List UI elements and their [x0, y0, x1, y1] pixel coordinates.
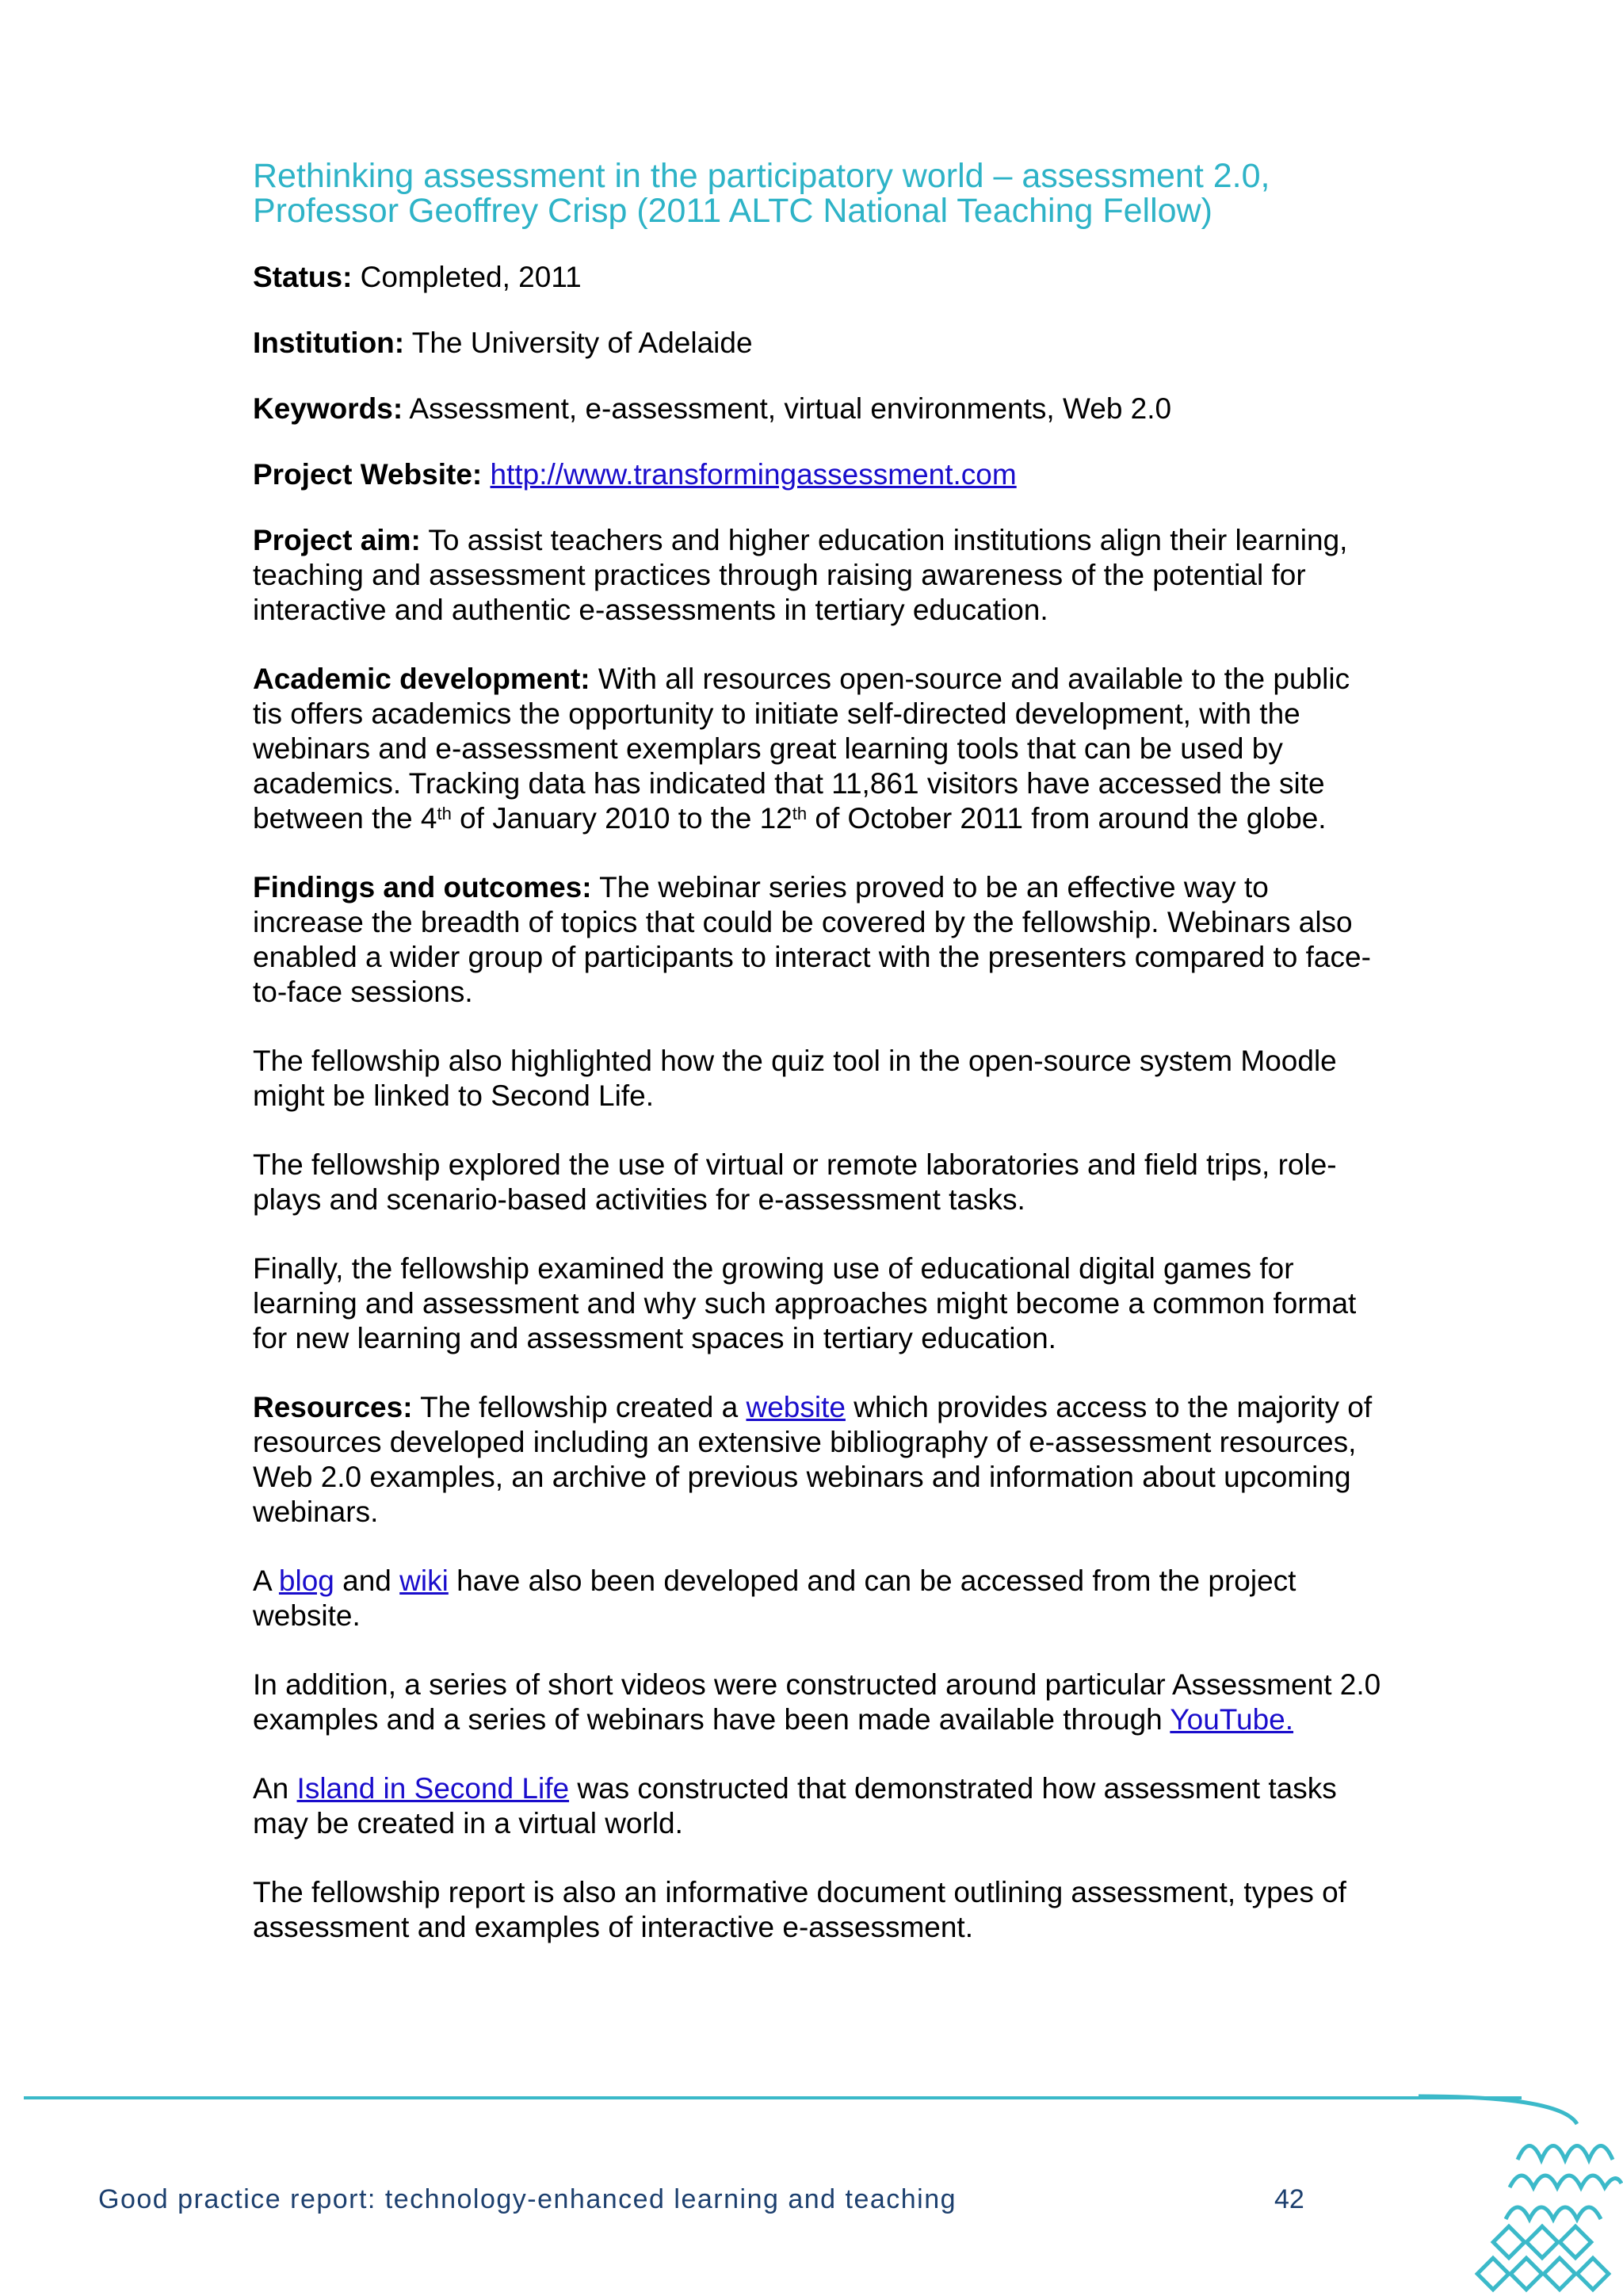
- resources-label: Resources:: [253, 1391, 413, 1423]
- website-field: [253, 457, 1386, 492]
- institution-label: Institution:: [253, 327, 405, 359]
- blog-wiki-paragraph: A blog and wiki have also been developed and can be accessed from the project website.: [253, 1564, 1296, 1632]
- youtube-link[interactable]: YouTube.: [1170, 1703, 1294, 1736]
- labs-paragraph: The fellowship explored the use of virtual or remote laboratories and field trips, role-plays and scenario-based activities for e-assessment tasks.: [253, 1148, 1337, 1216]
- games-paragraph: Finally, the fellowship examined the growing use of educational digital games for learning and assessment and why such approaches might become a common format for new learning and assessment spaces in tertiary education.: [253, 1252, 1357, 1354]
- keywords-field: [253, 392, 1386, 426]
- keywords-label: Keywords:: [253, 392, 403, 425]
- videos-paragraph: In addition, a series of short videos were constructed around particular Assessment 2.0 examples and a series of webinars have been made available through YouTube.: [253, 1668, 1381, 1736]
- status-label: Status:: [253, 261, 353, 293]
- wave-diamond-logo-icon: [1419, 2092, 1623, 2296]
- institution-field: [253, 326, 1386, 361]
- status-field: [253, 260, 1386, 295]
- institution-value: The University of Adelaide: [404, 327, 753, 359]
- findings-paragraph: Findings and outcomes: The webinar series proved to be an effective way to increase the breadth of topics that could be covered by the fellowship. Webinars also enabled a wider group of participants to interact with the presenters compared to face-to-face sessions.: [253, 871, 1371, 1008]
- moodle-paragraph: The fellowship also highlighted how the quiz tool in the open-source system Moodle might be linked to Second Life.: [253, 1045, 1337, 1112]
- wiki-link[interactable]: wiki: [399, 1564, 449, 1597]
- academic-paragraph: Academic development: With all resources open-source and available to the public tis offers academics the opportunity to initiate self-directed development, with the webinars and e-assessment exemplars great learning tools that can be used by academics. Tracking data has indicated that 11,861 visitors have accessed the site between the 4th of January 2010 to the 12th of October 2011 from around the globe.: [253, 663, 1350, 835]
- island-paragraph: An Island in Second Life was constructed that demonstrated how assessment tasks may be created in a virtual world.: [253, 1772, 1337, 1839]
- report-paragraph: The fellowship report is also an informative document outlining assessment, types of assessment and examples of interactive e-assessment.: [253, 1876, 1346, 1943]
- resources-paragraph: Resources: The fellowship created a website which provides access to the majority of resources developed including an extensive bibliography of e-assessment resources, Web 2.0 examples, an archive of previous webinars and information about upcoming webinars.: [253, 1391, 1373, 1528]
- findings-label: Findings and outcomes:: [253, 871, 592, 904]
- aim-paragraph: Project aim: To assist teachers and higher education institutions align their learning, teaching and assessment practices through raising awareness of the potential for interactive and authentic e-assessments in tertiary education.: [253, 524, 1348, 626]
- website-link[interactable]: website: [746, 1391, 846, 1423]
- footer-divider: [24, 2096, 1522, 2099]
- document-body: [253, 159, 1386, 1979]
- academic-label: Academic development:: [253, 663, 590, 695]
- blog-link[interactable]: blog: [278, 1564, 334, 1597]
- island-link[interactable]: Island in Second Life: [296, 1772, 570, 1805]
- status-value: Completed, 2011: [352, 261, 582, 293]
- aim-label: Project aim:: [253, 524, 421, 556]
- project-website-link[interactable]: http://www.transformingassessment.com: [490, 458, 1017, 491]
- footer-title: Good practice report: technology-enhanced learning and teaching: [98, 2184, 957, 2214]
- keywords-value: Assessment, e-assessment, virtual environments, Web 2.0: [403, 392, 1172, 425]
- page-title: Rethinking assessment in the participatory world – assessment 2.0, Professor Geoffrey Crisp (2011 ALTC National Teaching Fellow): [253, 157, 1270, 230]
- page-number: 42: [1274, 2184, 1304, 2214]
- website-label: Project Website:: [253, 458, 483, 491]
